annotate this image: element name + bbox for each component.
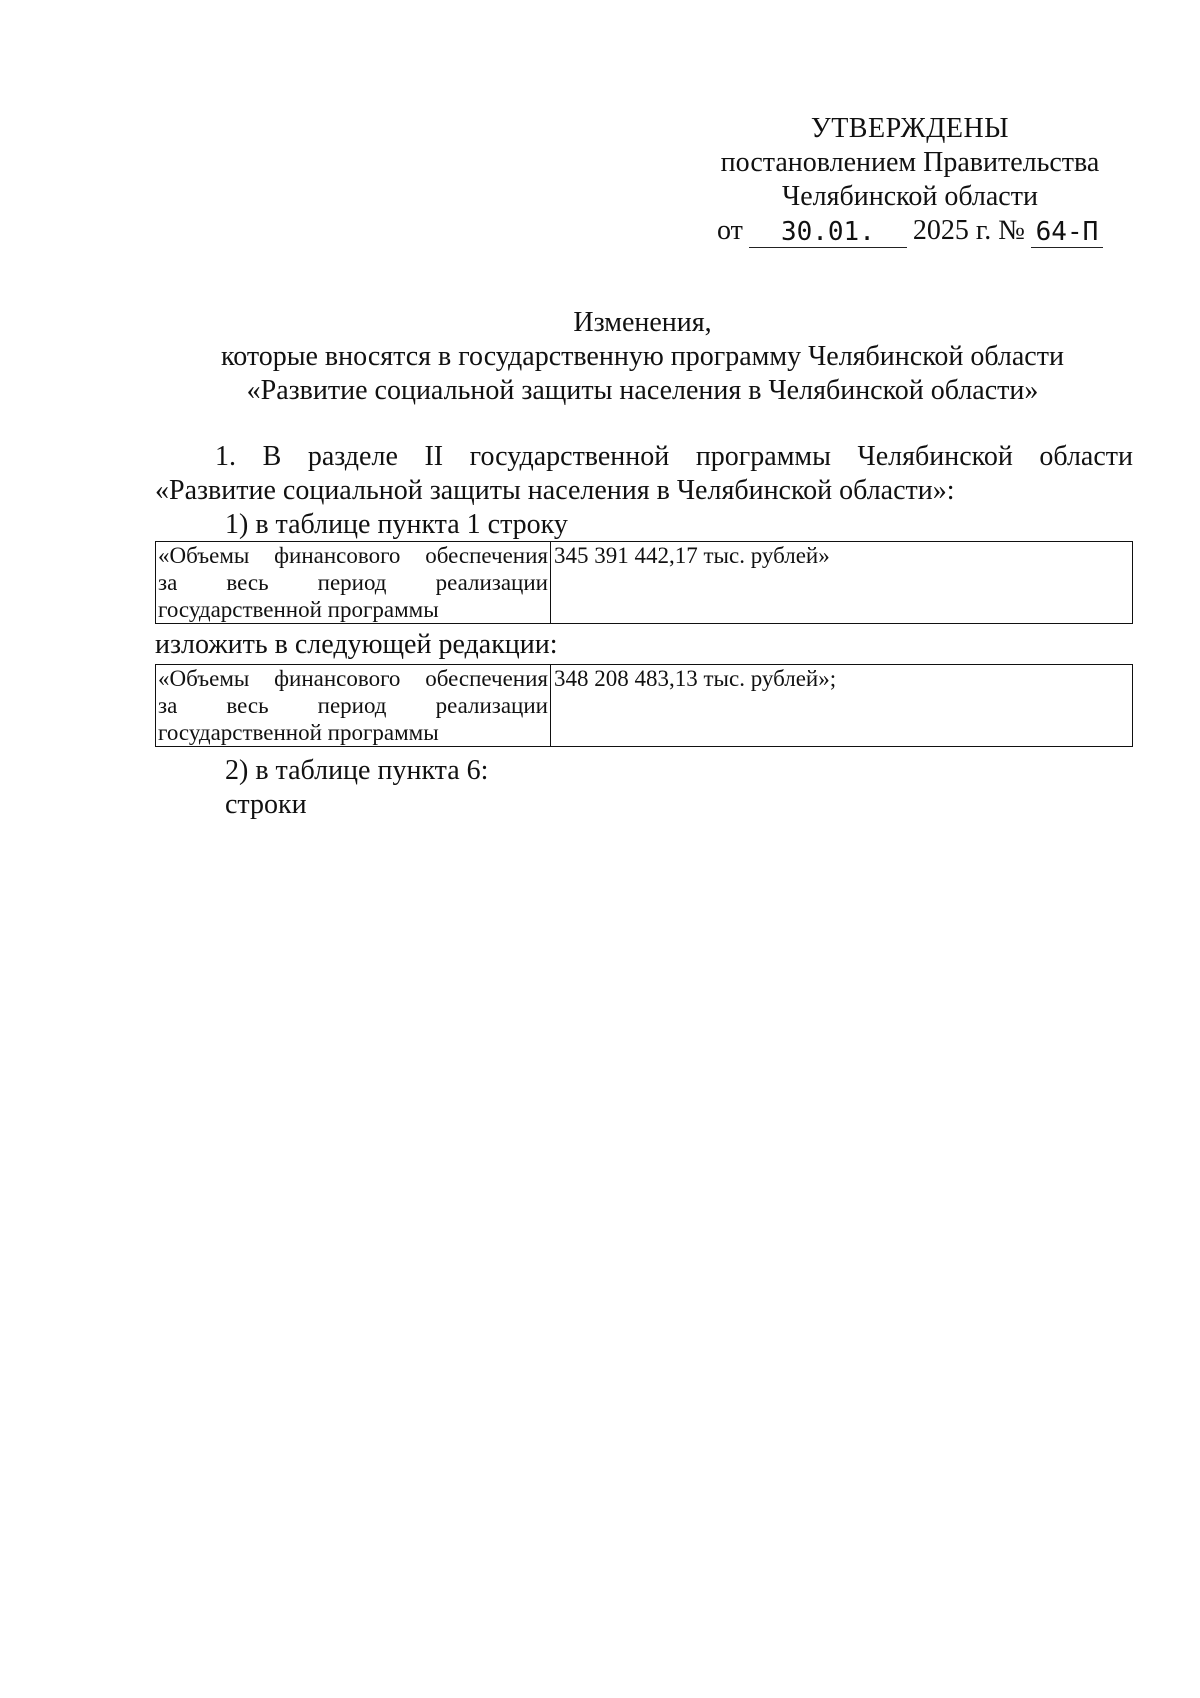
approval-title: УТВЕРЖДЕНЫ — [810, 113, 1010, 144]
document-heading — [150, 306, 1135, 408]
old-left-line-3: государственной программы — [158, 597, 439, 622]
heading-line-2: которые вносятся в государственную программу Челябинской области — [221, 341, 1064, 372]
old-row-left-cell — [156, 542, 551, 624]
table-row — [156, 542, 1133, 624]
approval-line-1: постановлением Правительства — [720, 147, 1100, 178]
old-row-table — [155, 541, 1133, 624]
new-row-right-cell: 348 208 483,13 тыс. рублей»; — [551, 665, 1133, 747]
item-1-line-2: «Развитие социальной защиты населения в Челябинской области»: — [155, 475, 955, 506]
approval-block — [700, 112, 1120, 248]
item-2-block — [155, 754, 1133, 822]
approval-line-2: Челябинской области — [782, 181, 1038, 212]
new-left-line-2: за весь период реализации — [158, 693, 548, 718]
replace-label: изложить в следующей редакции: — [155, 629, 558, 660]
rows-label: строки — [225, 789, 307, 820]
approval-date: 30.01. — [749, 217, 907, 248]
item-1-paragraph — [155, 440, 1133, 542]
new-row-left-cell — [156, 665, 551, 747]
approval-dateline — [700, 214, 1120, 248]
from-label: от — [717, 215, 743, 246]
sub-item-2: 2) в таблице пункта 6: — [225, 755, 489, 786]
heading-line-3: «Развитие социальной защиты населения в Челябинской области» — [246, 375, 1039, 406]
old-left-line-2: за весь период реализации — [158, 570, 548, 595]
heading-line-1: Изменения, — [573, 307, 712, 338]
year-label: 2025 г. № — [912, 215, 1025, 246]
old-left-line-1: «Объемы финансового обеспечения — [158, 543, 548, 568]
table-row — [156, 665, 1133, 747]
old-row-right-cell: 345 391 442,17 тыс. рублей» — [551, 542, 1133, 624]
new-row-table — [155, 664, 1133, 747]
item-1-line-1: 1. В разделе II государственной программы Челябинской области — [215, 441, 1133, 472]
new-left-line-1: «Объемы финансового обеспечения — [158, 666, 548, 691]
approval-number: 64-П — [1031, 217, 1103, 248]
sub-item-1: 1) в таблице пункта 1 строку — [225, 509, 568, 540]
new-left-line-3: государственной программы — [158, 720, 439, 745]
